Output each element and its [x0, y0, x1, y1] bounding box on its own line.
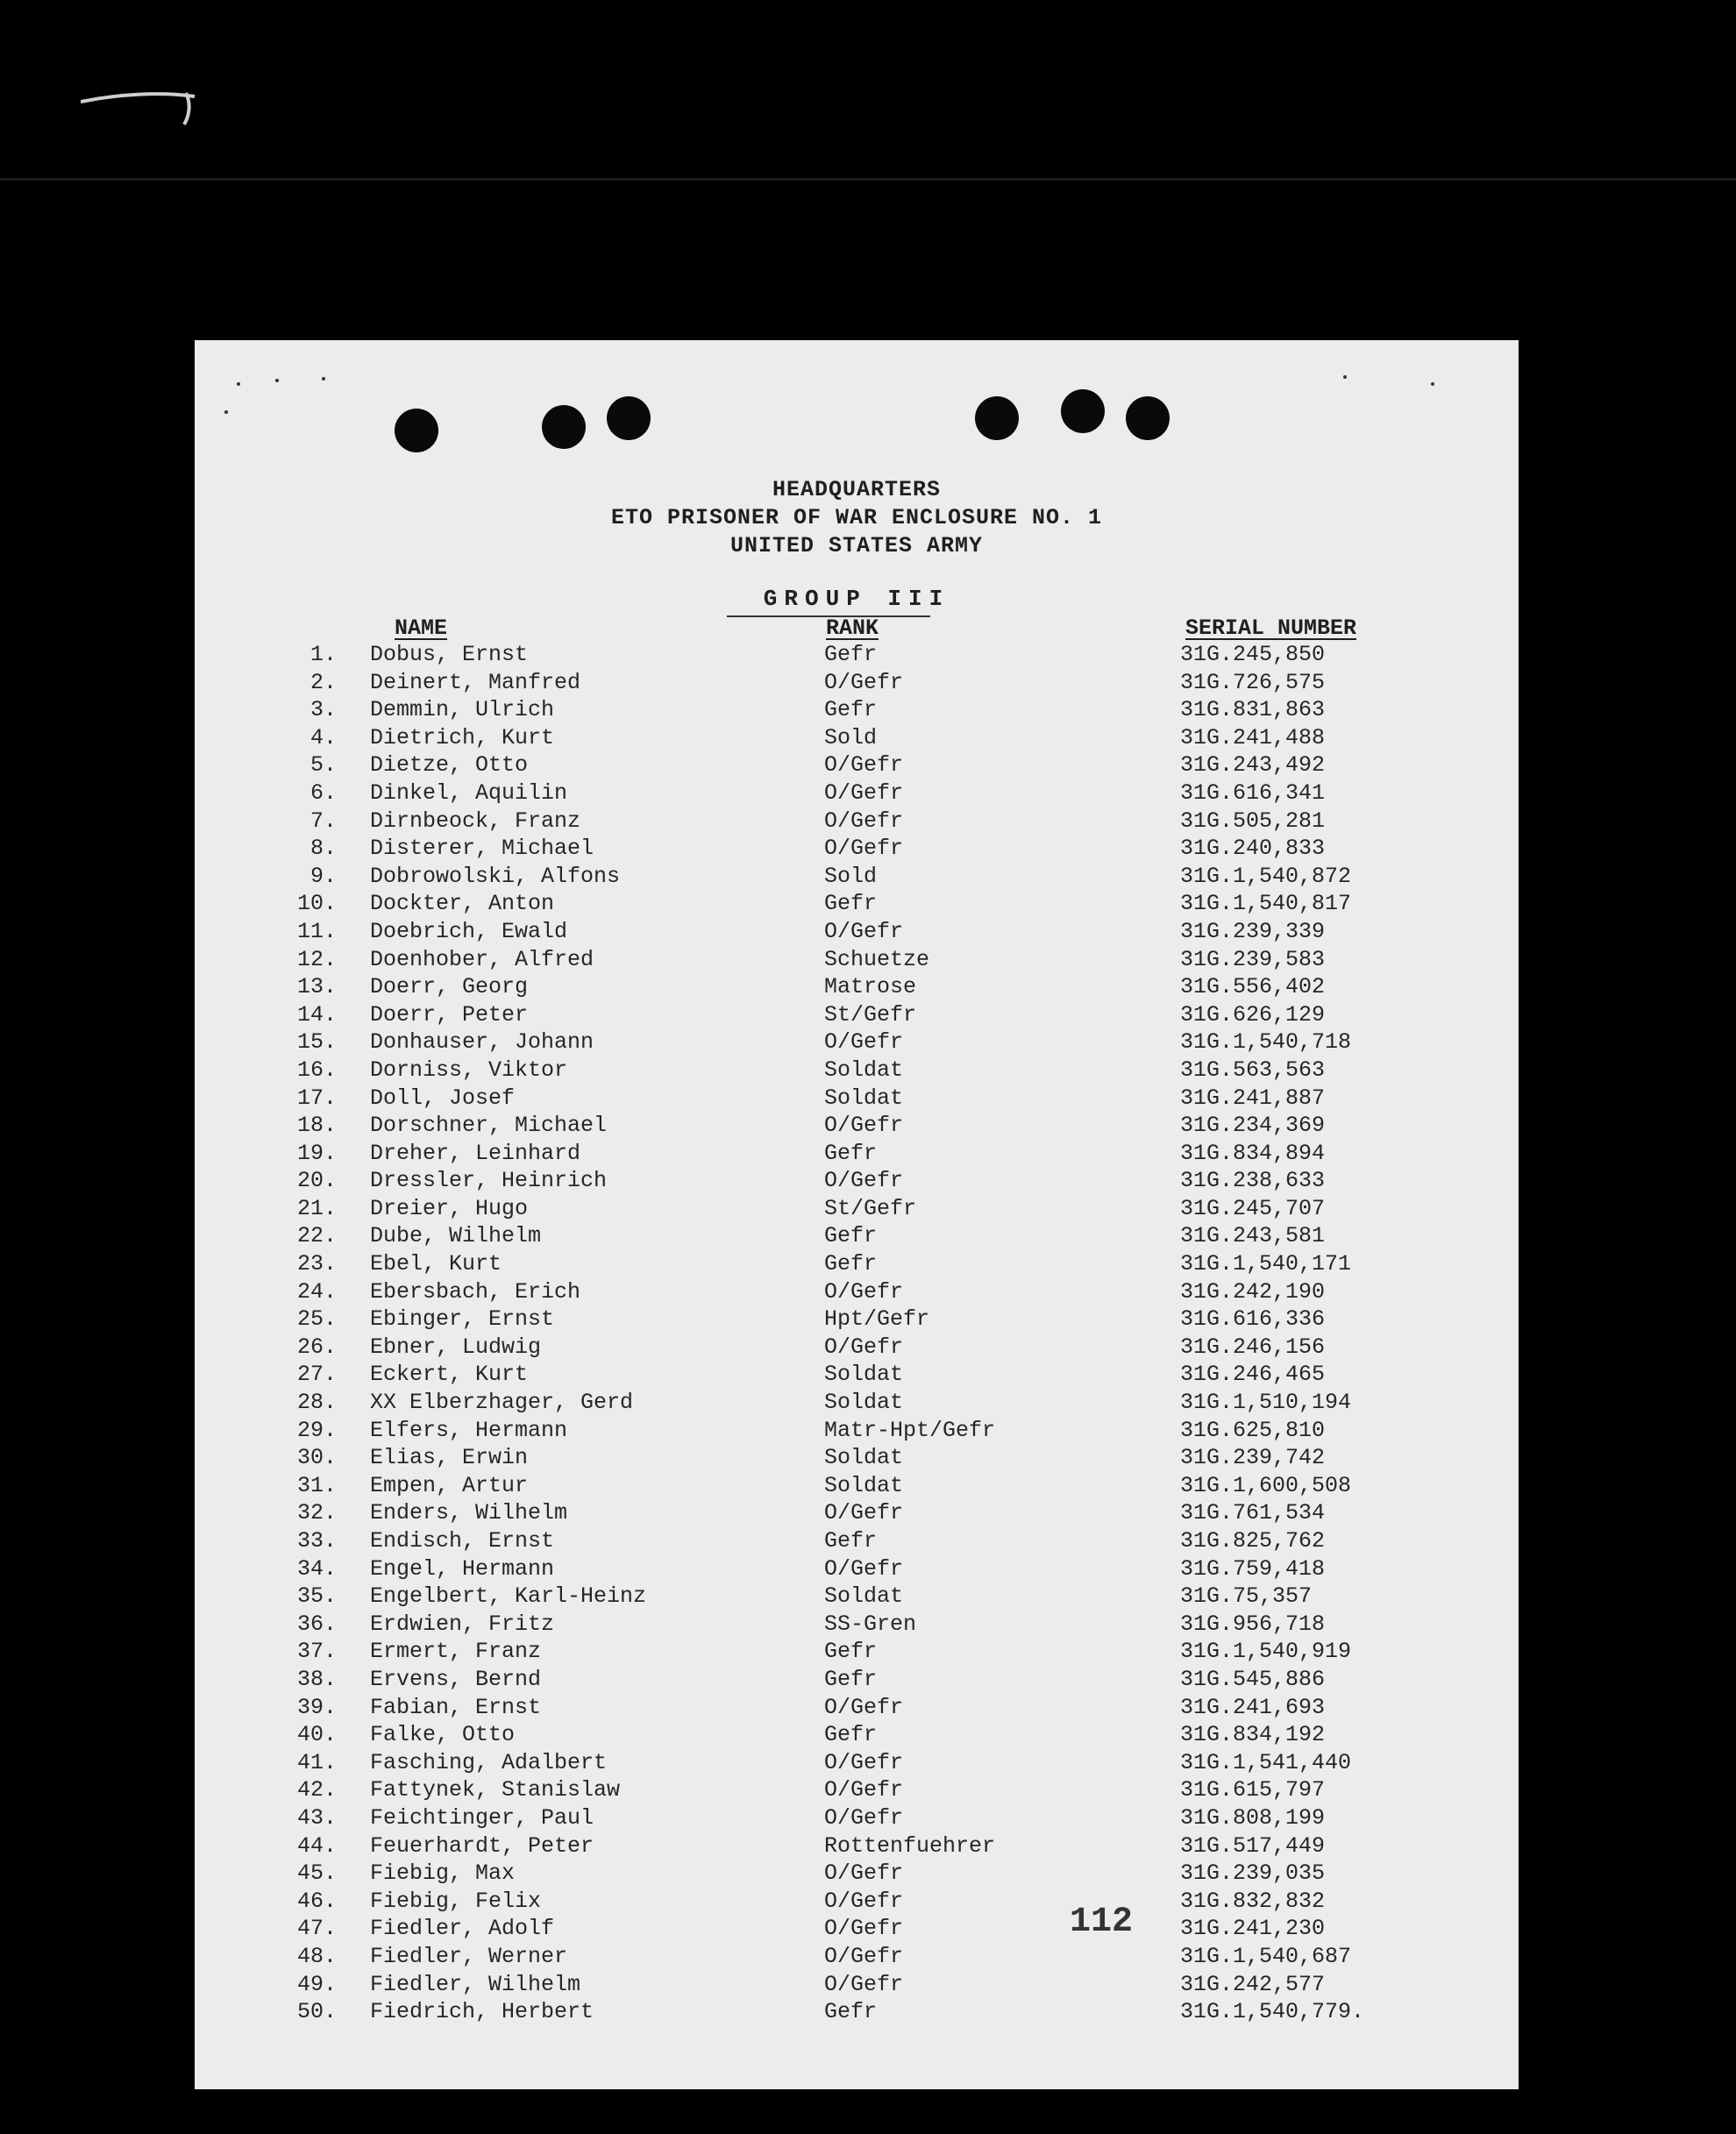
serial-number: 31G.245,850: [1180, 642, 1326, 667]
row-number: 19.: [296, 1140, 337, 1166]
prisoner-name: Dietrich, Kurt: [370, 724, 555, 750]
roster-row: [195, 1418, 1519, 1446]
prisoner-rank: O/Gefr: [824, 1749, 904, 1775]
row-number: 40.: [296, 1722, 337, 1748]
prisoner-name: Doll, Josef: [370, 1085, 516, 1111]
column-header-name: NAME: [395, 615, 448, 641]
roster-row: [195, 752, 1519, 780]
prisoner-rank: Soldat: [824, 1472, 904, 1498]
speck: [1431, 382, 1434, 386]
roster-row: [195, 1750, 1519, 1778]
row-number: 43.: [296, 1804, 337, 1831]
prisoner-name: Disterer, Michael: [370, 836, 594, 862]
roster-row: [195, 1667, 1519, 1695]
roster-row: [195, 1500, 1519, 1528]
serial-number: 31G.517,449: [1180, 1832, 1326, 1859]
row-number: 38.: [296, 1666, 337, 1692]
serial-number: 31G.615,797: [1180, 1777, 1326, 1803]
row-number: 2.: [309, 669, 337, 695]
prisoner-rank: O/Gefr: [824, 669, 904, 695]
serial-number: 31G.243,581: [1180, 1223, 1326, 1249]
row-number: 27.: [296, 1362, 337, 1388]
roster-row: [195, 974, 1519, 1002]
row-number: 42.: [296, 1777, 337, 1803]
document-page: [195, 340, 1519, 2089]
prisoner-name: Engel, Hermann: [370, 1555, 555, 1582]
row-number: 14.: [296, 1001, 337, 1028]
serial-number: 31G.616,336: [1180, 1306, 1326, 1333]
serial-number: 31G.242,190: [1180, 1278, 1326, 1305]
roster-row: [195, 1944, 1519, 1972]
prisoner-rank: O/Gefr: [824, 1943, 904, 1969]
roster-row: [195, 1473, 1519, 1501]
serial-number: 31G.246,465: [1180, 1362, 1326, 1388]
prisoner-rank: O/Gefr: [824, 779, 904, 806]
row-number: 9.: [309, 863, 337, 889]
row-number: 26.: [296, 1334, 337, 1360]
prisoner-name: Ebel, Kurt: [370, 1251, 502, 1277]
roster-row: [195, 1390, 1519, 1418]
prisoner-rank: Soldat: [824, 1390, 904, 1416]
roster-row: [195, 1279, 1519, 1307]
serial-number: 31G.834,894: [1180, 1140, 1326, 1166]
prisoner-rank: Gefr: [824, 1251, 878, 1277]
prisoner-rank: Gefr: [824, 1666, 878, 1692]
prisoner-name: Fiedler, Adolf: [370, 1916, 555, 1942]
roster-row: [195, 1833, 1519, 1861]
serial-number: 31G.616,341: [1180, 779, 1326, 806]
roster-row: [195, 1168, 1519, 1196]
prisoner-name: Elias, Erwin: [370, 1445, 529, 1471]
prisoner-rank: Soldat: [824, 1056, 904, 1083]
prisoner-name: Ebner, Ludwig: [370, 1334, 542, 1360]
prisoner-name: XX Elberzhager, Gerd: [370, 1390, 634, 1416]
row-number: 24.: [296, 1278, 337, 1305]
prisoner-rank: O/Gefr: [824, 1860, 904, 1887]
serial-number: 31G.1,540,919: [1180, 1639, 1352, 1665]
row-number: 49.: [296, 1971, 337, 1997]
roster-row: [195, 1196, 1519, 1224]
prisoner-name: Fabian, Ernst: [370, 1694, 542, 1720]
roster-row: [195, 947, 1519, 975]
header-line-2: ETO PRISONER OF WAR ENCLOSURE NO. 1: [610, 505, 1103, 530]
prisoner-rank: Gefr: [824, 1722, 878, 1748]
prisoner-name: Falke, Otto: [370, 1722, 516, 1748]
roster-row: [195, 1860, 1519, 1889]
roster-row: [195, 670, 1519, 698]
serial-number: 31G.626,129: [1180, 1001, 1326, 1028]
prisoner-rank: O/Gefr: [824, 1029, 904, 1056]
prisoner-name: Dorschner, Michael: [370, 1113, 608, 1139]
roster-row: [195, 1113, 1519, 1141]
serial-number: 31G.759,418: [1180, 1555, 1326, 1582]
prisoner-name: Dockter, Anton: [370, 891, 555, 917]
row-number: 48.: [296, 1943, 337, 1969]
serial-number: 31G.1,540,171: [1180, 1251, 1352, 1277]
row-number: 39.: [296, 1694, 337, 1720]
punch-hole: [395, 409, 438, 452]
prisoner-rank: Gefr: [824, 1223, 878, 1249]
prisoner-name: Fiebig, Felix: [370, 1888, 542, 1914]
serial-number: 31G.241,887: [1180, 1085, 1326, 1111]
prisoner-rank: Soldat: [824, 1445, 904, 1471]
serial-number: 31G.1,541,440: [1180, 1749, 1352, 1775]
prisoner-name: Demmin, Ulrich: [370, 697, 555, 723]
serial-number: 31G.1,600,508: [1180, 1472, 1352, 1498]
prisoner-rank: Gefr: [824, 642, 878, 667]
row-number: 15.: [296, 1029, 337, 1056]
serial-number: 31G.726,575: [1180, 669, 1326, 695]
prisoner-rank: Soldat: [824, 1583, 904, 1610]
prisoner-name: Fiedler, Werner: [370, 1943, 568, 1969]
prisoner-rank: Schuetze: [824, 946, 930, 972]
header-line-3: UNITED STATES ARMY: [729, 533, 984, 558]
roster-row: [195, 1583, 1519, 1611]
roster-row: [195, 1999, 1519, 2027]
prisoner-name: Doebrich, Ewald: [370, 918, 568, 944]
row-number: 4.: [309, 724, 337, 750]
serial-number: 31G.625,810: [1180, 1417, 1326, 1443]
speck: [1343, 375, 1347, 379]
row-number: 3.: [309, 697, 337, 723]
prisoner-name: Ermert, Franz: [370, 1639, 542, 1665]
serial-number: 31G.761,534: [1180, 1500, 1326, 1526]
prisoner-rank: St/Gefr: [824, 1195, 917, 1221]
roster-row: [195, 919, 1519, 947]
roster-row: [195, 1057, 1519, 1085]
prisoner-name: Dube, Wilhelm: [370, 1223, 542, 1249]
prisoner-name: Fiedler, Wilhelm: [370, 1971, 581, 1997]
group-title: GROUP III: [763, 586, 950, 612]
roster-row: [195, 1639, 1519, 1667]
row-number: 25.: [296, 1306, 337, 1333]
column-header-rank: RANK: [826, 615, 879, 641]
prisoner-rank: Gefr: [824, 1528, 878, 1554]
serial-number: 31G.505,281: [1180, 807, 1326, 834]
prisoner-rank: Gefr: [824, 1639, 878, 1665]
row-number: 17.: [296, 1085, 337, 1111]
roster-row: [195, 808, 1519, 836]
prisoner-rank: O/Gefr: [824, 836, 904, 862]
prisoner-rank: O/Gefr: [824, 1334, 904, 1360]
serial-number: 31G.1,540,718: [1180, 1029, 1352, 1056]
serial-number: 31G.239,742: [1180, 1445, 1326, 1471]
speck: [224, 410, 228, 414]
row-number: 29.: [296, 1417, 337, 1443]
serial-number: 31G.834,192: [1180, 1722, 1326, 1748]
row-number: 10.: [296, 891, 337, 917]
prisoner-rank: O/Gefr: [824, 918, 904, 944]
prisoner-rank: Gefr: [824, 1999, 878, 2025]
serial-number: 31G.75,357: [1180, 1583, 1313, 1610]
prisoner-rank: O/Gefr: [824, 1694, 904, 1720]
serial-number: 31G.241,230: [1180, 1916, 1326, 1942]
prisoner-name: Donhauser, Johann: [370, 1029, 594, 1056]
prisoner-name: Empen, Artur: [370, 1472, 529, 1498]
roster-row: [195, 1972, 1519, 2000]
roster-row: [195, 1777, 1519, 1805]
prisoner-rank: O/Gefr: [824, 1888, 904, 1914]
speck: [275, 379, 279, 382]
row-number: 35.: [296, 1583, 337, 1610]
prisoner-rank: O/Gefr: [824, 1777, 904, 1803]
roster-row: [195, 1695, 1519, 1723]
roster-row: [195, 725, 1519, 753]
serial-number: 31G.242,577: [1180, 1971, 1326, 1997]
row-number: 32.: [296, 1500, 337, 1526]
prisoner-name: Engelbert, Karl-Heinz: [370, 1583, 647, 1610]
roster-row: [195, 780, 1519, 808]
row-number: 23.: [296, 1251, 337, 1277]
punch-hole: [1061, 389, 1105, 433]
row-number: 21.: [296, 1195, 337, 1221]
prisoner-name: Fiebig, Max: [370, 1860, 516, 1887]
serial-number: 31G.245,707: [1180, 1195, 1326, 1221]
prisoner-rank: Gefr: [824, 697, 878, 723]
prisoner-name: Fasching, Adalbert: [370, 1749, 608, 1775]
serial-number: 31G.243,492: [1180, 752, 1326, 779]
serial-number: 31G.832,832: [1180, 1888, 1326, 1914]
row-number: 20.: [296, 1168, 337, 1194]
prisoner-rank: Sold: [824, 863, 878, 889]
punch-hole: [542, 405, 586, 449]
row-number: 5.: [309, 752, 337, 779]
serial-number: 31G.246,156: [1180, 1334, 1326, 1360]
prisoner-rank: O/Gefr: [824, 1168, 904, 1194]
prisoner-name: Ebersbach, Erich: [370, 1278, 581, 1305]
prisoner-rank: Matrose: [824, 974, 917, 1000]
prisoner-rank: Soldat: [824, 1362, 904, 1388]
serial-number: 31G.563,563: [1180, 1056, 1326, 1083]
prisoner-rank: Sold: [824, 724, 878, 750]
serial-number: 31G.956,718: [1180, 1611, 1326, 1637]
header-line-1: HEADQUARTERS: [772, 477, 942, 502]
roster-row: [195, 697, 1519, 725]
prisoner-name: Dinkel, Aquilin: [370, 779, 568, 806]
row-number: 34.: [296, 1555, 337, 1582]
row-number: 37.: [296, 1639, 337, 1665]
roster-row: [195, 1085, 1519, 1113]
roster-list: [195, 642, 1519, 2027]
prisoner-name: Doerr, Peter: [370, 1001, 529, 1028]
serial-number: 31G.1,540,872: [1180, 863, 1352, 889]
punch-hole: [1126, 396, 1170, 440]
prisoner-rank: O/Gefr: [824, 807, 904, 834]
row-number: 12.: [296, 946, 337, 972]
page-number: 112: [1070, 1903, 1134, 1942]
roster-row: [195, 642, 1519, 670]
row-number: 22.: [296, 1223, 337, 1249]
row-number: 6.: [309, 779, 337, 806]
serial-number: 31G.1,540,687: [1180, 1943, 1352, 1969]
serial-number: 31G.556,402: [1180, 974, 1326, 1000]
prisoner-name: Dietze, Otto: [370, 752, 529, 779]
row-number: 11.: [296, 918, 337, 944]
roster-row: [195, 1611, 1519, 1640]
row-number: 50.: [296, 1999, 337, 2025]
serial-number: 31G.1,540,779.: [1180, 1999, 1365, 2025]
row-number: 30.: [296, 1445, 337, 1471]
serial-number: 31G.241,693: [1180, 1694, 1326, 1720]
speck: [322, 377, 325, 381]
prisoner-rank: O/Gefr: [824, 1971, 904, 1997]
roster-row: [195, 1334, 1519, 1362]
serial-number: 31G.825,762: [1180, 1528, 1326, 1554]
roster-row: [195, 1556, 1519, 1584]
prisoner-name: Dressler, Heinrich: [370, 1168, 608, 1194]
prisoner-rank: Hpt/Gefr: [824, 1306, 930, 1333]
prisoner-name: Fattynek, Stanislaw: [370, 1777, 621, 1803]
prisoner-name: Dreier, Hugo: [370, 1195, 529, 1221]
serial-number: 31G.238,633: [1180, 1168, 1326, 1194]
prisoner-name: Dirnbeock, Franz: [370, 807, 581, 834]
prisoner-rank: Matr-Hpt/Gefr: [824, 1417, 996, 1443]
serial-number: 31G.240,833: [1180, 836, 1326, 862]
roster-row: [195, 1029, 1519, 1057]
prisoner-name: Ervens, Bernd: [370, 1666, 542, 1692]
roster-row: [195, 1362, 1519, 1390]
roster-row: [195, 864, 1519, 892]
roster-row: [195, 891, 1519, 919]
row-number: 41.: [296, 1749, 337, 1775]
roster-row: [195, 1528, 1519, 1556]
prisoner-name: Doerr, Georg: [370, 974, 529, 1000]
prisoner-name: Dobrowolski, Alfons: [370, 863, 621, 889]
speck: [237, 382, 240, 386]
prisoner-rank: Soldat: [824, 1085, 904, 1111]
prisoner-name: Dreher, Leinhard: [370, 1140, 581, 1166]
prisoner-rank: O/Gefr: [824, 1916, 904, 1942]
serial-number: 31G.1,510,194: [1180, 1390, 1352, 1416]
roster-row: [195, 1916, 1519, 1944]
row-number: 28.: [296, 1390, 337, 1416]
prisoner-name: Dobus, Ernst: [370, 642, 529, 667]
row-number: 13.: [296, 974, 337, 1000]
prisoner-name: Deinert, Manfred: [370, 669, 581, 695]
prisoner-rank: Gefr: [824, 1140, 878, 1166]
roster-row: [195, 1722, 1519, 1750]
prisoner-name: Enders, Wilhelm: [370, 1500, 568, 1526]
row-number: 7.: [309, 807, 337, 834]
row-number: 33.: [296, 1528, 337, 1554]
serial-number: 31G.1,540,817: [1180, 891, 1352, 917]
serial-number: 31G.831,863: [1180, 697, 1326, 723]
prisoner-rank: O/Gefr: [824, 752, 904, 779]
prisoner-name: Eckert, Kurt: [370, 1362, 529, 1388]
prisoner-rank: O/Gefr: [824, 1804, 904, 1831]
row-number: 16.: [296, 1056, 337, 1083]
prisoner-rank: SS-Gren: [824, 1611, 917, 1637]
prisoner-rank: Gefr: [824, 891, 878, 917]
prisoner-name: Ebinger, Ernst: [370, 1306, 555, 1333]
row-number: 36.: [296, 1611, 337, 1637]
row-number: 8.: [309, 836, 337, 862]
roster-row: [195, 1306, 1519, 1334]
punch-hole: [975, 396, 1019, 440]
serial-number: 31G.545,886: [1180, 1666, 1326, 1692]
row-number: 45.: [296, 1860, 337, 1887]
roster-row: [195, 1805, 1519, 1833]
prisoner-rank: O/Gefr: [824, 1278, 904, 1305]
row-number: 44.: [296, 1832, 337, 1859]
prisoner-name: Fiedrich, Herbert: [370, 1999, 594, 2025]
punch-hole: [607, 396, 651, 440]
serial-number: 31G.239,583: [1180, 946, 1326, 972]
roster-row: [195, 1223, 1519, 1251]
serial-number: 31G.234,369: [1180, 1113, 1326, 1139]
prisoner-name: Erdwien, Fritz: [370, 1611, 555, 1637]
row-number: 18.: [296, 1113, 337, 1139]
prisoner-name: Doenhober, Alfred: [370, 946, 594, 972]
prisoner-name: Feuerhardt, Peter: [370, 1832, 594, 1859]
row-number: 1.: [309, 642, 337, 667]
column-header-serial: SERIAL NUMBER: [1185, 615, 1357, 641]
prisoner-name: Dorniss, Viktor: [370, 1056, 568, 1083]
serial-number: 31G.239,035: [1180, 1860, 1326, 1887]
prisoner-rank: O/Gefr: [824, 1555, 904, 1582]
prisoner-name: Endisch, Ernst: [370, 1528, 555, 1554]
prisoner-name: Feichtinger, Paul: [370, 1804, 594, 1831]
prisoner-rank: O/Gefr: [824, 1500, 904, 1526]
prisoner-rank: Rottenfuehrer: [824, 1832, 996, 1859]
roster-row: [195, 836, 1519, 864]
roster-row: [195, 1445, 1519, 1473]
roster-row: [195, 1251, 1519, 1279]
scan-mark: [81, 86, 199, 130]
serial-number: 31G.239,339: [1180, 918, 1326, 944]
roster-row: [195, 1889, 1519, 1917]
row-number: 31.: [296, 1472, 337, 1498]
roster-row: [195, 1141, 1519, 1169]
serial-number: 31G.808,199: [1180, 1804, 1326, 1831]
scan-line: [0, 178, 1736, 181]
serial-number: 31G.241,488: [1180, 724, 1326, 750]
row-number: 46.: [296, 1888, 337, 1914]
roster-row: [195, 1002, 1519, 1030]
prisoner-name: Elfers, Hermann: [370, 1417, 568, 1443]
row-number: 47.: [296, 1916, 337, 1942]
prisoner-rank: O/Gefr: [824, 1113, 904, 1139]
prisoner-rank: St/Gefr: [824, 1001, 917, 1028]
